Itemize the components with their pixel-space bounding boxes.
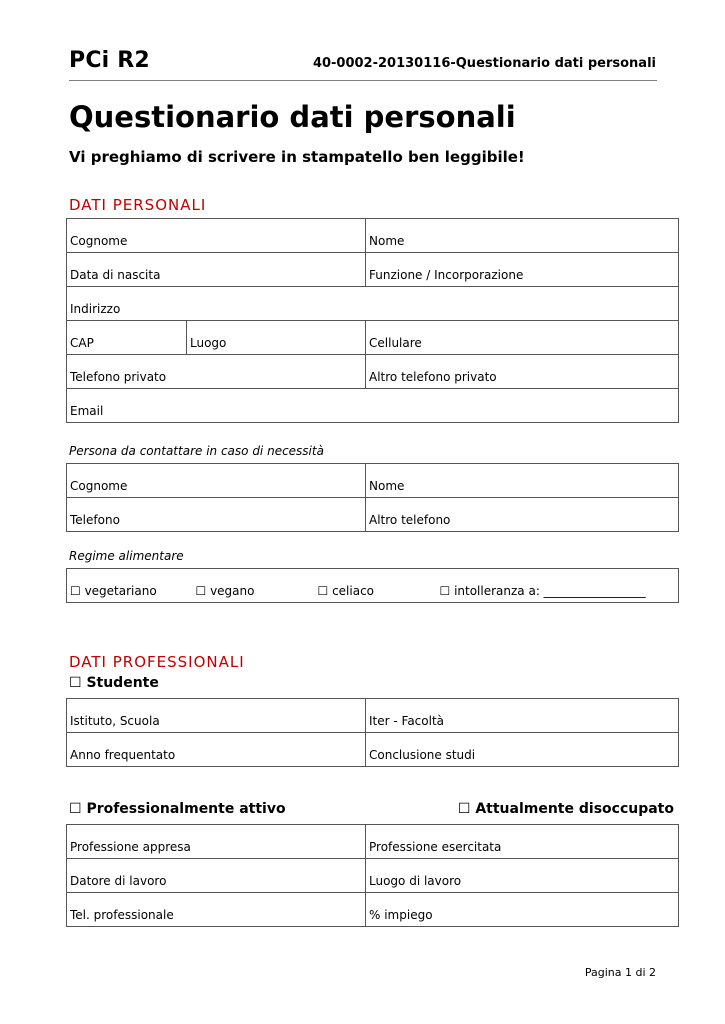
header-left: PCi R2 xyxy=(69,48,150,73)
field-contact-altro-telefono[interactable]: Altro telefono xyxy=(366,498,679,532)
checkbox-icon[interactable]: ☐ xyxy=(69,801,82,817)
field-datore-lavoro[interactable]: Datore di lavoro xyxy=(67,859,366,893)
header-divider xyxy=(69,80,657,81)
field-data-nascita[interactable]: Data di nascita xyxy=(67,253,366,287)
unemployed-checkbox[interactable] xyxy=(458,801,674,817)
field-indirizzo[interactable]: Indirizzo xyxy=(67,287,679,321)
field-contact-nome[interactable]: Nome xyxy=(366,464,679,498)
field-cap[interactable]: CAP xyxy=(67,321,187,355)
field-professione-appresa[interactable]: Professione appresa xyxy=(67,825,366,859)
field-funzione[interactable]: Funzione / Incorporazione xyxy=(366,253,679,287)
field-altro-telefono-privato[interactable]: Altro telefono privato xyxy=(366,355,679,389)
field-luogo-lavoro[interactable]: Luogo di lavoro xyxy=(366,859,679,893)
page-subtitle: Vi preghiamo di scrivere in stampatello ben leggibile! xyxy=(69,148,525,166)
contact-person-table xyxy=(66,463,679,532)
diet-option-vegetariano[interactable]: ☐ vegetariano xyxy=(67,569,193,603)
page-title: Questionario dati personali xyxy=(69,100,516,134)
diet-option-intolleranza[interactable]: ☐ intolleranza a: _________________ xyxy=(437,569,679,603)
section-heading-personal: DATI PERSONALI xyxy=(69,196,207,214)
personal-data-table xyxy=(66,218,679,423)
field-telefono-privato[interactable]: Telefono privato xyxy=(67,355,366,389)
diet-label: Regime alimentare xyxy=(69,549,184,563)
field-cognome[interactable]: Cognome xyxy=(67,219,366,253)
section-heading-professional: DATI PROFESSIONALI xyxy=(69,653,245,671)
field-contact-cognome[interactable]: Cognome xyxy=(67,464,366,498)
field-professione-esercitata[interactable]: Professione esercitata xyxy=(366,825,679,859)
employed-label: Professionalmente attivo xyxy=(86,801,286,817)
student-checkbox[interactable] xyxy=(69,675,159,691)
field-nome[interactable]: Nome xyxy=(366,219,679,253)
field-impiego[interactable]: % impiego xyxy=(366,893,679,927)
field-luogo[interactable]: Luogo xyxy=(187,321,366,355)
diet-option-celiaco[interactable]: ☐ celiaco xyxy=(315,569,437,603)
student-label: Studente xyxy=(86,675,159,691)
checkbox-icon[interactable]: ☐ xyxy=(69,675,82,691)
field-tel-professionale[interactable]: Tel. professionale xyxy=(67,893,366,927)
employment-table xyxy=(66,824,679,927)
contact-person-label: Persona da contattare in caso di necessità xyxy=(69,444,324,458)
student-table xyxy=(66,698,679,767)
diet-table xyxy=(66,568,679,603)
employed-checkbox[interactable] xyxy=(69,801,286,817)
diet-option-vegano[interactable]: ☐ vegano xyxy=(193,569,315,603)
field-anno-frequentato[interactable]: Anno frequentato xyxy=(67,733,366,767)
checkbox-icon[interactable]: ☐ xyxy=(457,801,471,817)
field-iter[interactable]: Iter - Facoltà xyxy=(366,699,679,733)
unemployed-label: Attualmente disoccupato xyxy=(475,801,674,817)
field-istituto[interactable]: Istituto, Scuola xyxy=(67,699,366,733)
field-cellulare[interactable]: Cellulare xyxy=(366,321,679,355)
document-code: 40-0002-20130116-Questionario dati personali xyxy=(312,56,656,71)
field-contact-telefono[interactable]: Telefono xyxy=(67,498,366,532)
field-email[interactable]: Email xyxy=(67,389,679,423)
page-number: Pagina 1 di 2 xyxy=(584,966,656,979)
field-conclusione-studi[interactable]: Conclusione studi xyxy=(366,733,679,767)
